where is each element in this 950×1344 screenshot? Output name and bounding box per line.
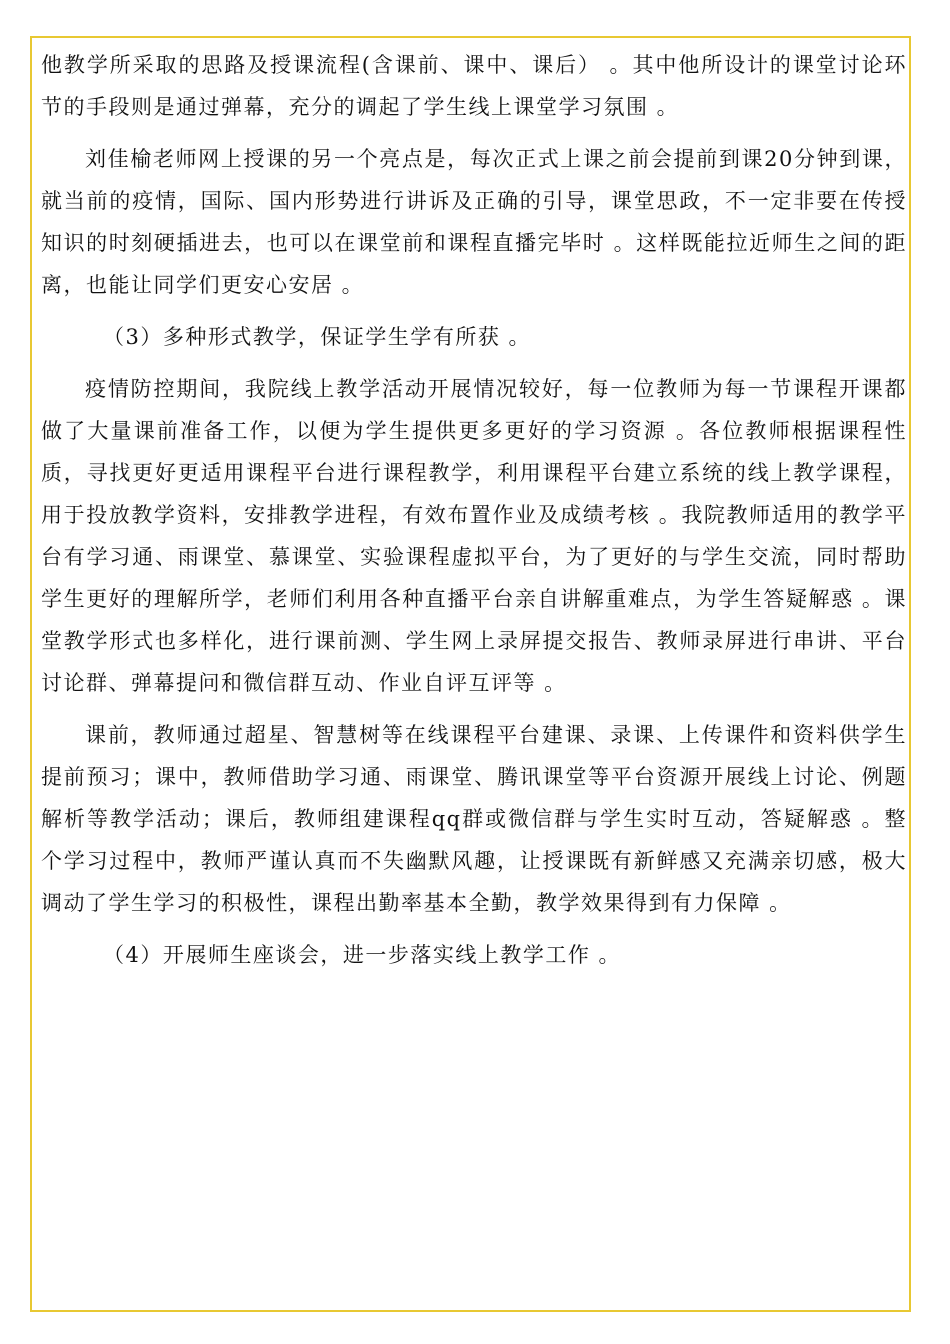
section-heading-3: （3）多种形式教学，保证学生学有所获 。	[103, 325, 532, 349]
paragraph-liu-jiayu-highlight: 刘佳榆老师网上授课的另一个亮点是，每次正式上课之前会提前到课20分钟到课，就当前的疫情，国际、国内形势进行讲诉及正确的引导，课堂思政，不一定非要在传授知识的时刻硬插进去，也可以在课堂前和课程直播完毕时 。这样既能拉近师生之间的距离，也能让同学们更安心安居 。	[41, 147, 907, 297]
paragraph-online-teaching-overview: 疫情防控期间，我院线上教学活动开展情况较好，每一位教师为每一节课程开课都做了大量课前准备工作，以便为学生提供更多更好的学习资源 。各位教师根据课程性质，寻找更好更适用课程平台进行课程教学，利用课程平台建立系统的线上教学课程，用于投放教学资料，安排教学进程，有效布置作业及成绩考核 。我院教师适用的教学平台有学习通、雨课堂、慕课堂、实验课程虚拟平台，为了更好的与学生交流，同时帮助学生更好的理解所学，老师们利用各种直播平台亲自讲解重难点，为学生答疑解惑 。课堂教学形式也多样化，进行课前测、学生网上录屏提交报告、教师录屏进行串讲、平台讨论群、弹幕提问和微信群互动、作业自评互评等 。	[41, 377, 907, 695]
document-body	[41, 44, 907, 976]
paragraph-before-during-after-class: 课前，教师通过超星、智慧树等在线课程平台建课、录课、上传课件和资料供学生提前预习；课中，教师借助学习通、雨课堂、腾讯课堂等平台资源开展线上讨论、例题解析等教学活动；课后，教师组建课程qq群或微信群与学生实时互动，答疑解惑 。整个学习过程中，教师严谨认真而不失幽默风趣，让授课既有新鲜感又充满亲切感，极大调动了学生学习的积极性，课程出勤率基本全勤，教学效果得到有力保障 。	[41, 723, 907, 915]
paragraph-teaching-process: 他教学所采取的思路及授课流程(含课前、课中、课后） 。其中他所设计的课堂讨论环节的手段则是通过弹幕，充分的调起了学生线上课堂学习氛围 。	[41, 53, 907, 119]
section-heading-4: （4）开展师生座谈会，进一步落实线上教学工作 。	[103, 943, 622, 967]
